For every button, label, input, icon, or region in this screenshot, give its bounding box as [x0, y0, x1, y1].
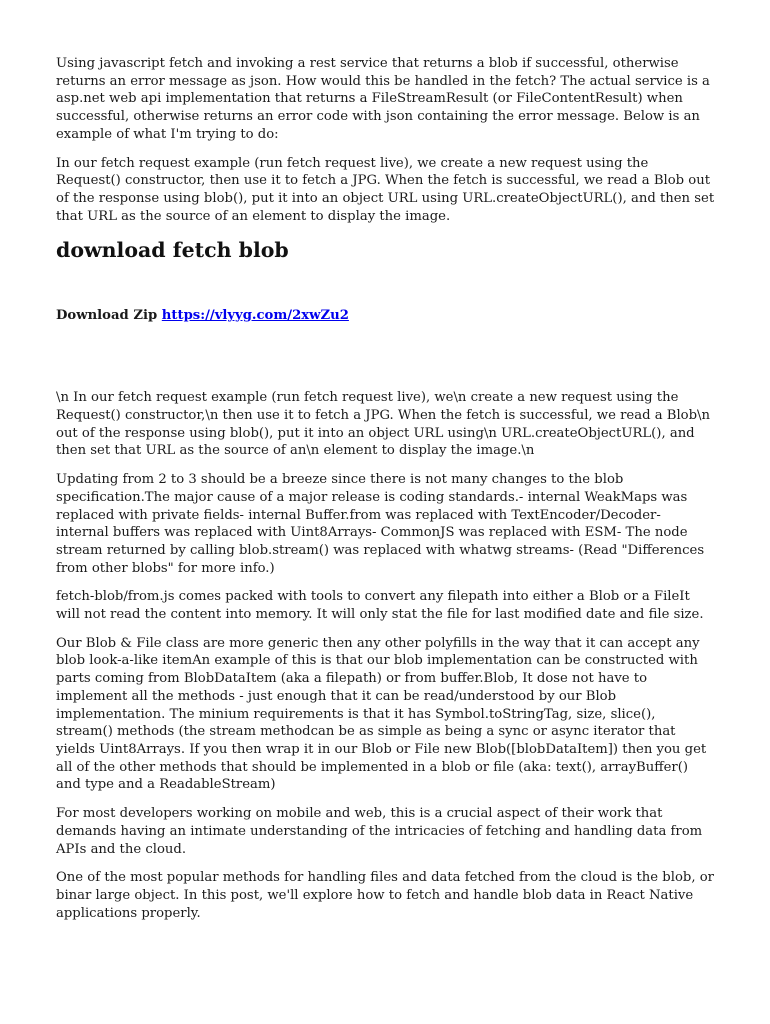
body-paragraph-1: \n In our fetch request example (run fetch request live), we\n create a new request using the Request() constructor,\n then use it to fetch a JPG. When the fetch is successful, we read a Blob\n out of the response using blob(), put it into an object URL using\n URL.createObjectURL(), and then set that URL as the source of an\n element to display the image.\n [56, 390, 710, 459]
intro-paragraph-2: In our fetch request example (run fetch request live), we create a new request using the Request() constructor, then use it to fetch a JPG. When the fetch is successful, we read a Blob out of the response using blob(), put it into an object URL using URL.createObjectURL(), and then set that URL as the source of an element to display the image. [56, 155, 715, 224]
body-paragraph-4: Our Blob & File class are more generic then any other polyfills in the way that it can accept any blob look-a-like itemAn example of this is that our blob implementation can be constructed with parts coming from BlobDataItem (aka a filepath) or from buffer.Blob, It dose not have to implement all the methods - just enough that it can be read/understood by our Blob implementation. The minium requirements is that it has Symbol.toStringTag, size, slice(), stream() methods (the stream methodcan be as simple as being a sync or async iterator that yields Uint8Arrays. If you then wrap it in our Blob or File new Blob([blobDataItem]) then you get all of the other methods that should be implemented in a blob or file (aka: text(), arrayBuffer() and type and a ReadableStream) [56, 635, 707, 793]
body-paragraph-2: Updating from 2 to 3 should be a breeze since there is not many changes to the blob specification.The major cause of a major release is coding standards.- internal WeakMaps was replaced with private fields- internal Buffer.from was replaced with TextEncoder/Decoder- internal buffers was replaced with Uint8Arrays- CommonJS was replaced with ESM- The node stream returned by calling blob.stream() was replaced with whatwg streams- (Read "Differences from other blobs" for more info.) [56, 472, 705, 576]
body-paragraph-5: For most developers working on mobile and web, this is a crucial aspect of their work that demands having an intimate understanding of the intricacies of fetching and handling data from APIs and the cloud. [56, 806, 703, 857]
download-line [56, 307, 716, 325]
page-heading: download fetch blob [56, 238, 289, 263]
spacer [56, 325, 716, 389]
intro-paragraph-1: Using javascript fetch and invoking a rest service that returns a blob if successful, otherwise returns an error message as json. How would this be handled in the fetch? The actual service is a asp.net web api implementation that returns a FileStreamResult (or FileContentResult) when successful, otherwise returns an error code with json containing the error message. Below is an example of what I'm trying to do: [56, 56, 710, 142]
body-paragraph-3: fetch-blob/from.js comes packed with tools to convert any filepath into either a Blob or a FileIt will not read the content into memory. It will only stat the file for last modified date and file size. [56, 589, 704, 623]
download-link[interactable]: https://vlyyg.com/2xwZu2 [161, 308, 349, 324]
document-page [56, 55, 716, 933]
download-label: Download Zip [56, 308, 162, 324]
body-paragraph-6: One of the most popular methods for handling files and data fetched from the cloud is the blob, or binar large object. In this post, we'll explore how to fetch and handle blob data in React Native applications properly. [56, 870, 714, 921]
